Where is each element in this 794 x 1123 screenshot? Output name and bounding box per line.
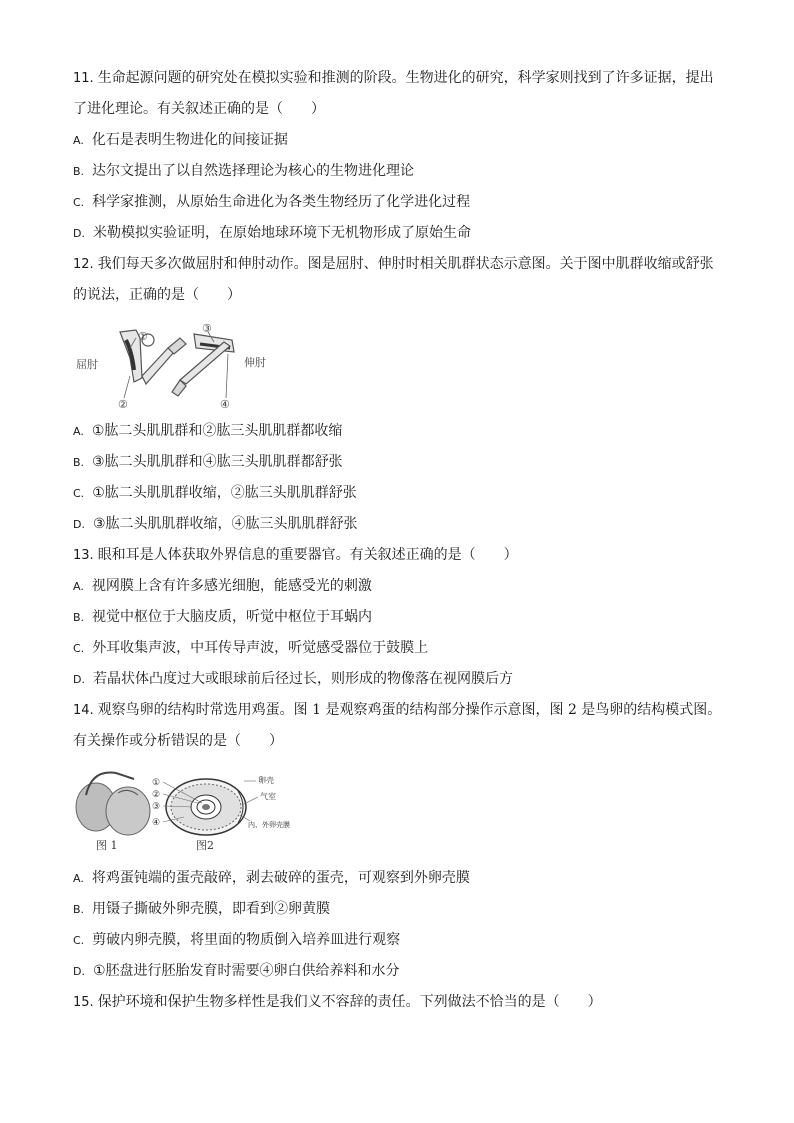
q14-option-c: C. 剪破内卵壳膜，将里面的物质倒入培养皿进行观察 bbox=[73, 932, 401, 948]
q12-option-a: A. ①肱二头肌肌群和②肱三头肌肌群都收缩 bbox=[73, 423, 343, 439]
q15-number: 15. bbox=[73, 995, 94, 1010]
fig2-num-1: ① bbox=[152, 778, 161, 788]
q11-stem-line2: 了进化理论。有关叙述正确的是（ ） bbox=[73, 101, 325, 117]
q12-number: 12. bbox=[73, 257, 94, 272]
fig2-num-3: ③ bbox=[152, 802, 161, 812]
fig2-egg-section-drawing bbox=[166, 779, 246, 835]
q14-option-d: D. ①胚盘进行胚胎发育时需要④卵白供给养料和水分 bbox=[73, 963, 400, 979]
q11-option-d: D. 米勒模拟实验证明，在原始地球环境下无机物形成了原始生命 bbox=[73, 225, 471, 241]
q14-option-b: B. 用镊子撕破外卵壳膜，即看到②卵黄膜 bbox=[73, 901, 331, 917]
q14-stem-line1: 14. 观察鸟卵的结构时常选用鸡蛋。图 1 是观察鸡蛋的结构部分操作示意图，图 2 是鸟卵的结构模式图。 bbox=[73, 702, 722, 718]
q12-option-c: C. ①肱二头肌肌群收缩，②肱三头肌肌群舒张 bbox=[73, 485, 357, 501]
egg-structure-figure bbox=[72, 765, 298, 853]
q14-option-a: A. 将鸡蛋钝端的蛋壳敲碎，剥去破碎的蛋壳，可观察到外卵壳膜 bbox=[73, 870, 470, 886]
q13-stem: 13. 眼和耳是人体获取外界信息的重要器官。有关叙述正确的是（ ） bbox=[73, 547, 518, 563]
fig12-marker-2: ② bbox=[118, 398, 128, 411]
flexed-arm-drawing bbox=[120, 330, 186, 384]
fig1-eggs-drawing bbox=[76, 772, 150, 835]
q12-stem-line1: 12. 我们每天多次做屈肘和伸肘动作。图是屈肘、伸肘时相关肌群状态示意图。关于图中肌群收缩或舒张 bbox=[73, 256, 714, 272]
q13-option-b: B. 视觉中枢位于大脑皮质，听觉中枢位于耳蜗内 bbox=[73, 609, 373, 625]
q14-stem-line2: 有关操作或分析错误的是（ ） bbox=[73, 733, 283, 749]
fig2-num-2: ② bbox=[152, 790, 161, 800]
arm-muscle-figure bbox=[76, 318, 276, 414]
q13-option-d: D. 若晶状体凸度过大或眼球前后径过长，则形成的物像落在视网膜后方 bbox=[73, 671, 513, 687]
fig2-label-aircell: 气室 bbox=[260, 792, 276, 801]
q13-option-a: A. 视网膜上含有许多感光细胞，能感受光的刺激 bbox=[73, 578, 372, 594]
q11-number: 11. bbox=[73, 71, 94, 86]
fig12-label-flex: 屈肘 bbox=[76, 358, 98, 371]
q12-option-b: B. ③肱二头肌肌群和④肱三头肌肌群都舒张 bbox=[73, 454, 343, 470]
q12-option-d: D. ③肱二头肌肌群收缩，④肱三头肌肌群舒张 bbox=[73, 516, 358, 532]
q13-number: 13. bbox=[73, 548, 94, 563]
q15-stem: 15. 保护环境和保护生物多样性是我们义不容辞的责任。下列做法不恰当的是（ ） bbox=[73, 994, 602, 1010]
q11-option-a: A. 化石是表明生物进化的间接证据 bbox=[73, 132, 288, 148]
fig12-label-ext: 伸肘 bbox=[244, 356, 266, 369]
q11-stem-line1: 11. 生命起源问题的研究处在模拟实验和推测的阶段。生物进化的研究，科学家则找到了许多证据，提出 bbox=[73, 70, 714, 86]
fig12-marker-3: ③ bbox=[202, 322, 212, 335]
q14-number: 14. bbox=[73, 703, 94, 718]
fig12-marker-4: ④ bbox=[220, 398, 230, 411]
q13-option-c: C. 外耳收集声波，中耳传导声波，听觉感受器位于鼓膜上 bbox=[73, 640, 429, 656]
fig2-num-4: ④ bbox=[152, 818, 161, 828]
fig2-caption: 图2 bbox=[196, 839, 214, 852]
q11-option-b: B. 达尔文提出了以自然选择理论为核心的生物进化理论 bbox=[73, 163, 415, 179]
fig2-label-shell: 卵壳 bbox=[258, 776, 274, 785]
q11-option-c: C. 科学家推测，从原始生命进化为各类生物经历了化学进化过程 bbox=[73, 194, 471, 210]
fig1-caption: 图 1 bbox=[96, 839, 118, 852]
fig2-label-membrane: 内、外卵壳膜 bbox=[248, 821, 290, 829]
q12-stem-line2: 的说法，正确的是（ ） bbox=[73, 287, 241, 303]
fig12-marker-1: ① bbox=[138, 330, 148, 343]
